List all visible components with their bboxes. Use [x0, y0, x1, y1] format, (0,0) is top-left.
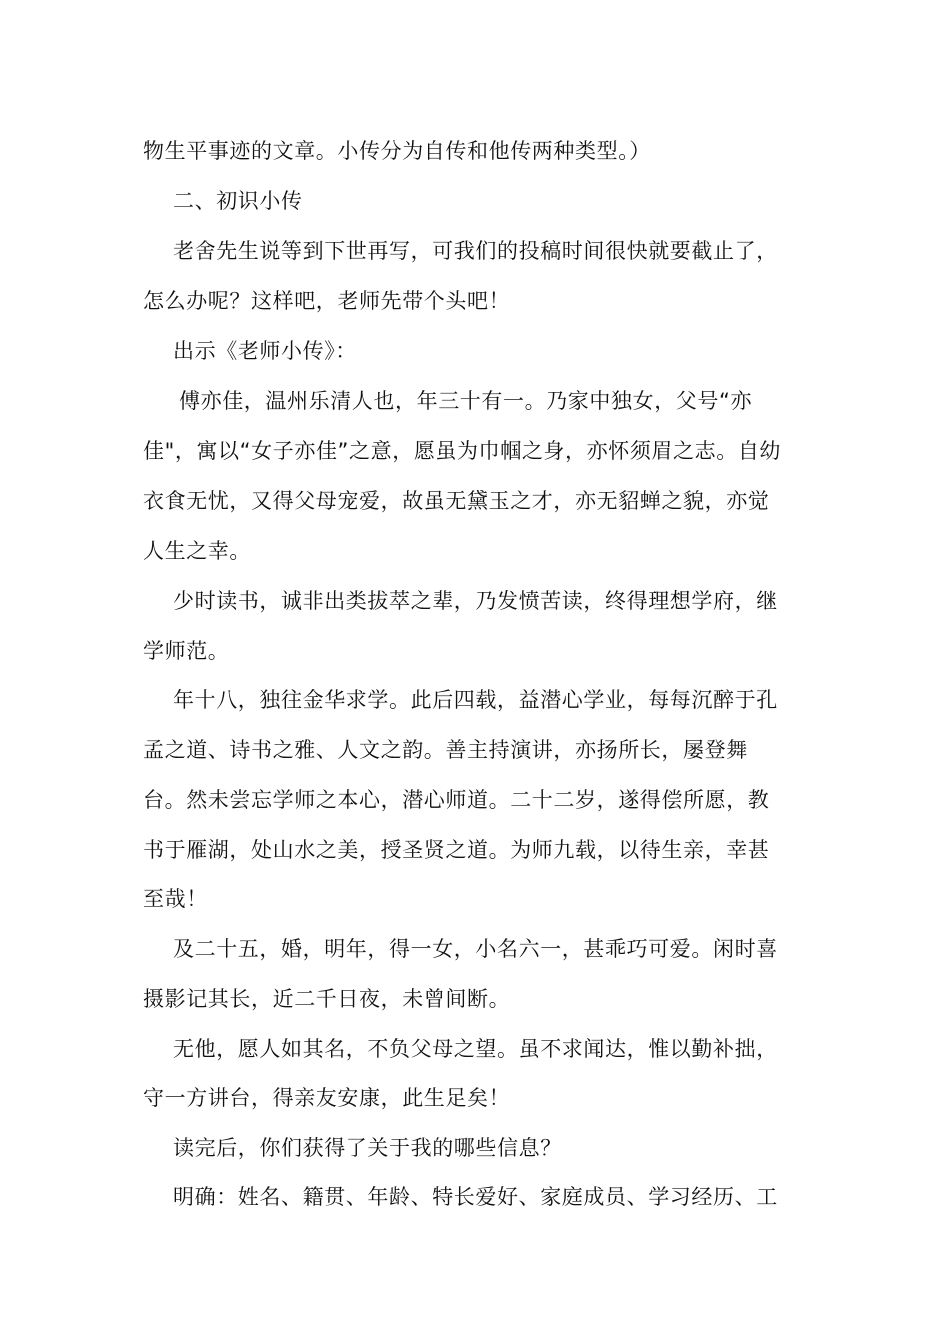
text-line: 孟之道、诗书之雅、人文之韵。善主持演讲，亦扬所长，屡登舞: [143, 738, 748, 762]
text-line: 衣食无忧，又得父母宠爱，故虽无黛玉之才，亦无貂蝉之貌，亦觉: [143, 489, 770, 513]
text-line: 台。然未尝忘学师之本心，潜心师道。二十二岁，遂得偿所愿，教: [143, 788, 770, 812]
text-line: 学师范。: [143, 639, 230, 663]
text-line: 怎么办呢？这样吧，老师先带个头吧！: [143, 289, 511, 313]
text-line: 物生平事迹的文章。小传分为自传和他传两种类型。）: [143, 139, 651, 163]
text-line: 无他，愿人如其名，不负父母之望。虽不求闻达，惟以勤补拙，: [173, 1037, 778, 1061]
text-line: 及二十五，婚，明年，得一女，小名六一，甚乖巧可爱。闲时喜: [173, 937, 778, 961]
text-line: 守一方讲台，得亲友安康，此生足矣！: [143, 1086, 511, 1110]
text-line: 书于雁湖，处山水之美，授圣贤之道。为师九载，以待生亲，幸甚: [143, 838, 770, 862]
text-line: 年十八，独往金华求学。此后四载，益潜心学业，每每沉醉于孔: [173, 688, 778, 712]
text-line: 读完后，你们获得了关于我的哪些信息？: [173, 1136, 562, 1160]
text-line: 至哉！: [143, 887, 208, 911]
text-line: 摄影记其长，近二千日夜，未曾间断。: [143, 987, 511, 1011]
text-line: 出示《老师小传》：: [173, 339, 357, 363]
text-line: 人生之幸。: [143, 539, 251, 563]
text-line: 佳"，寓以“女子亦佳”之意，愿虽为巾帼之身，亦怀须眉之志。自幼: [143, 439, 782, 463]
section-heading: 二、初识小传: [173, 189, 303, 213]
text-line: 少时读书，诚非出类拔萃之辈，乃发愤苦读，终得理想学府，继: [173, 589, 778, 613]
text-line: 傅亦佳，温州乐清人也，年三十有一。乃家中独女，父号“亦: [179, 389, 753, 413]
text-line: 明确：姓名、籍贯、年龄、特长爱好、家庭成员、学习经历、工: [173, 1185, 778, 1209]
text-line: 老舍先生说等到下世再写，可我们的投稿时间很快就要截止了，: [173, 239, 778, 263]
